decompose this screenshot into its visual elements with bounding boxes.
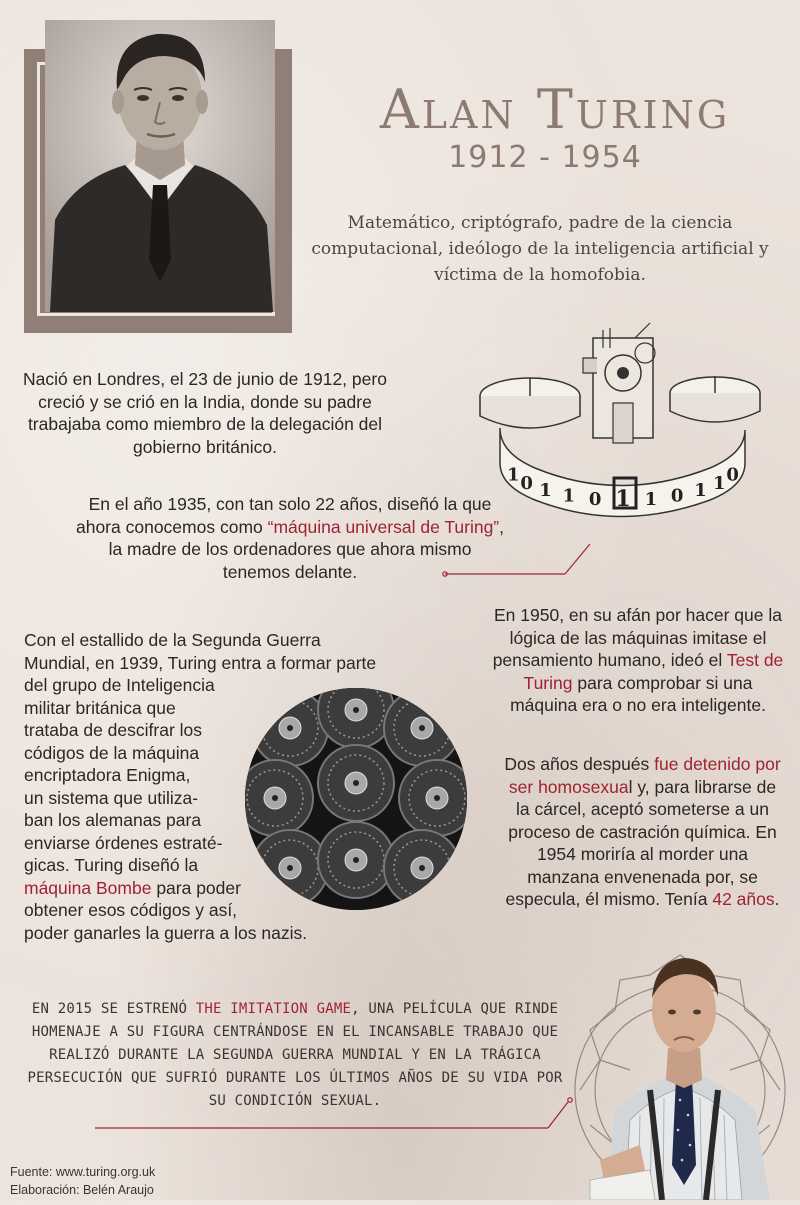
- tape-digit: 0: [588, 488, 602, 510]
- enigma-line: ban los alemanas para: [24, 810, 202, 830]
- enigma-line: códigos de la máquina: [24, 742, 200, 763]
- universal-machine-text: En el año 1935, con tan solo 22 años, diseñó la que ahora conocemos como: [75, 494, 492, 537]
- tape-digit: 1: [644, 488, 658, 510]
- tape-digit: 0: [670, 485, 684, 507]
- enigma-line: obtener esos códigos y así,: [24, 900, 238, 920]
- turing-test-text-end: para comprobar si una máquina era o no era inteligente.: [510, 672, 766, 715]
- arrest-text: Dos años después: [504, 754, 655, 774]
- enigma-line: del grupo de Inteligencia: [24, 675, 215, 695]
- enigma-line-tail: para poder: [151, 877, 241, 898]
- tape-digit: 1: [507, 464, 520, 486]
- enigma-line: gicas. Turing diseñó la: [24, 855, 199, 875]
- tape-digit: 1: [694, 480, 707, 502]
- bombe-highlight: máquina Bombe: [24, 877, 152, 898]
- arrest-highlight: fue detenido por ser homosexua: [508, 754, 781, 797]
- turing-test-highlight: Test de Turing: [523, 650, 784, 693]
- universal-machine-highlight: “máquina universal de Turing”: [267, 516, 500, 537]
- tape-digit: 1: [562, 485, 576, 507]
- age-highlight: 42 años: [712, 889, 775, 909]
- film-title-highlight: THE IMITATION GAME: [195, 1001, 352, 1017]
- enigma-line: Con el estallido de la Segunda Guerra: [24, 630, 321, 650]
- tape-digit: 1: [713, 473, 726, 495]
- enigma-line: trataba de descifrar los: [24, 720, 203, 740]
- credits: [10, 1163, 155, 1199]
- enigma-line: encriptadora Enigma,: [24, 765, 191, 785]
- arrest-text-mid: l y, para librarse de la cárcel, aceptó someterse a un proceso de castración química. En 1954 moriría al morder una manzana envenenada por, se especula, él mismo. Tenía: [505, 776, 777, 909]
- tagline: Matemático, criptógrafo, padre de la ciencia computacional, ideólogo de la inteligencia artificial y víctima de la homofobia.: [311, 213, 769, 285]
- birth-paragraph: Nació en Londres, el 23 de junio de 1912, pero creció y se crió en la India, donde su padre trabajaba como miembro de la delegación del gobierno británico.: [23, 369, 387, 457]
- life-years: 1912 - 1954: [448, 140, 642, 175]
- enigma-line: Mundial, en 1939, Turing entra a formar parte: [24, 652, 377, 673]
- enigma-line: poder ganarles la guerra a los nazis.: [24, 922, 308, 943]
- page-title: Alan Turing: [379, 78, 731, 141]
- source-credit: Fuente: www.turing.org.uk: [10, 1165, 156, 1179]
- enigma-line: militar británica que: [24, 697, 176, 718]
- tape-digit: 1: [539, 480, 552, 502]
- universal-machine-text-end: , la madre de los ordenadores que ahora mismo tenemos delante.: [108, 516, 505, 582]
- arrest-text-end: .: [774, 889, 780, 909]
- enigma-line: un sistema que utiliza-: [24, 787, 199, 808]
- film-text: EN 2015 SE ESTRENÓ: [31, 1001, 196, 1017]
- tape-digit: 1: [615, 486, 631, 512]
- tape-digit: 0: [520, 473, 533, 495]
- enigma-line: enviarse órdenes estraté-: [24, 832, 223, 853]
- author-credit: Elaboración: Belén Araujo: [10, 1183, 154, 1197]
- film-text-end: , UNA PELÍCULA QUE RINDE HOMENAJE A SU FIGURA CENTRÁNDOSE EN EL INCANSABLE TRABAJO QUE REALIZÓ DURANTE LA SEGUNDA GUERRA MUNDIAL Y EN LA TRÁGICA PERSECUCIÓN QUE SUFRIÓ DURANTE LOS ÚLTIMOS AÑOS DE SU VIDA POR SU CONDICIÓN SEXUAL.: [27, 1001, 563, 1109]
- tape-digit: 0: [726, 464, 739, 486]
- turing-test-text: En 1950, en su afán por hacer que la lógica de las máquinas imitase el pensamiento humano, ideó el: [492, 605, 782, 670]
